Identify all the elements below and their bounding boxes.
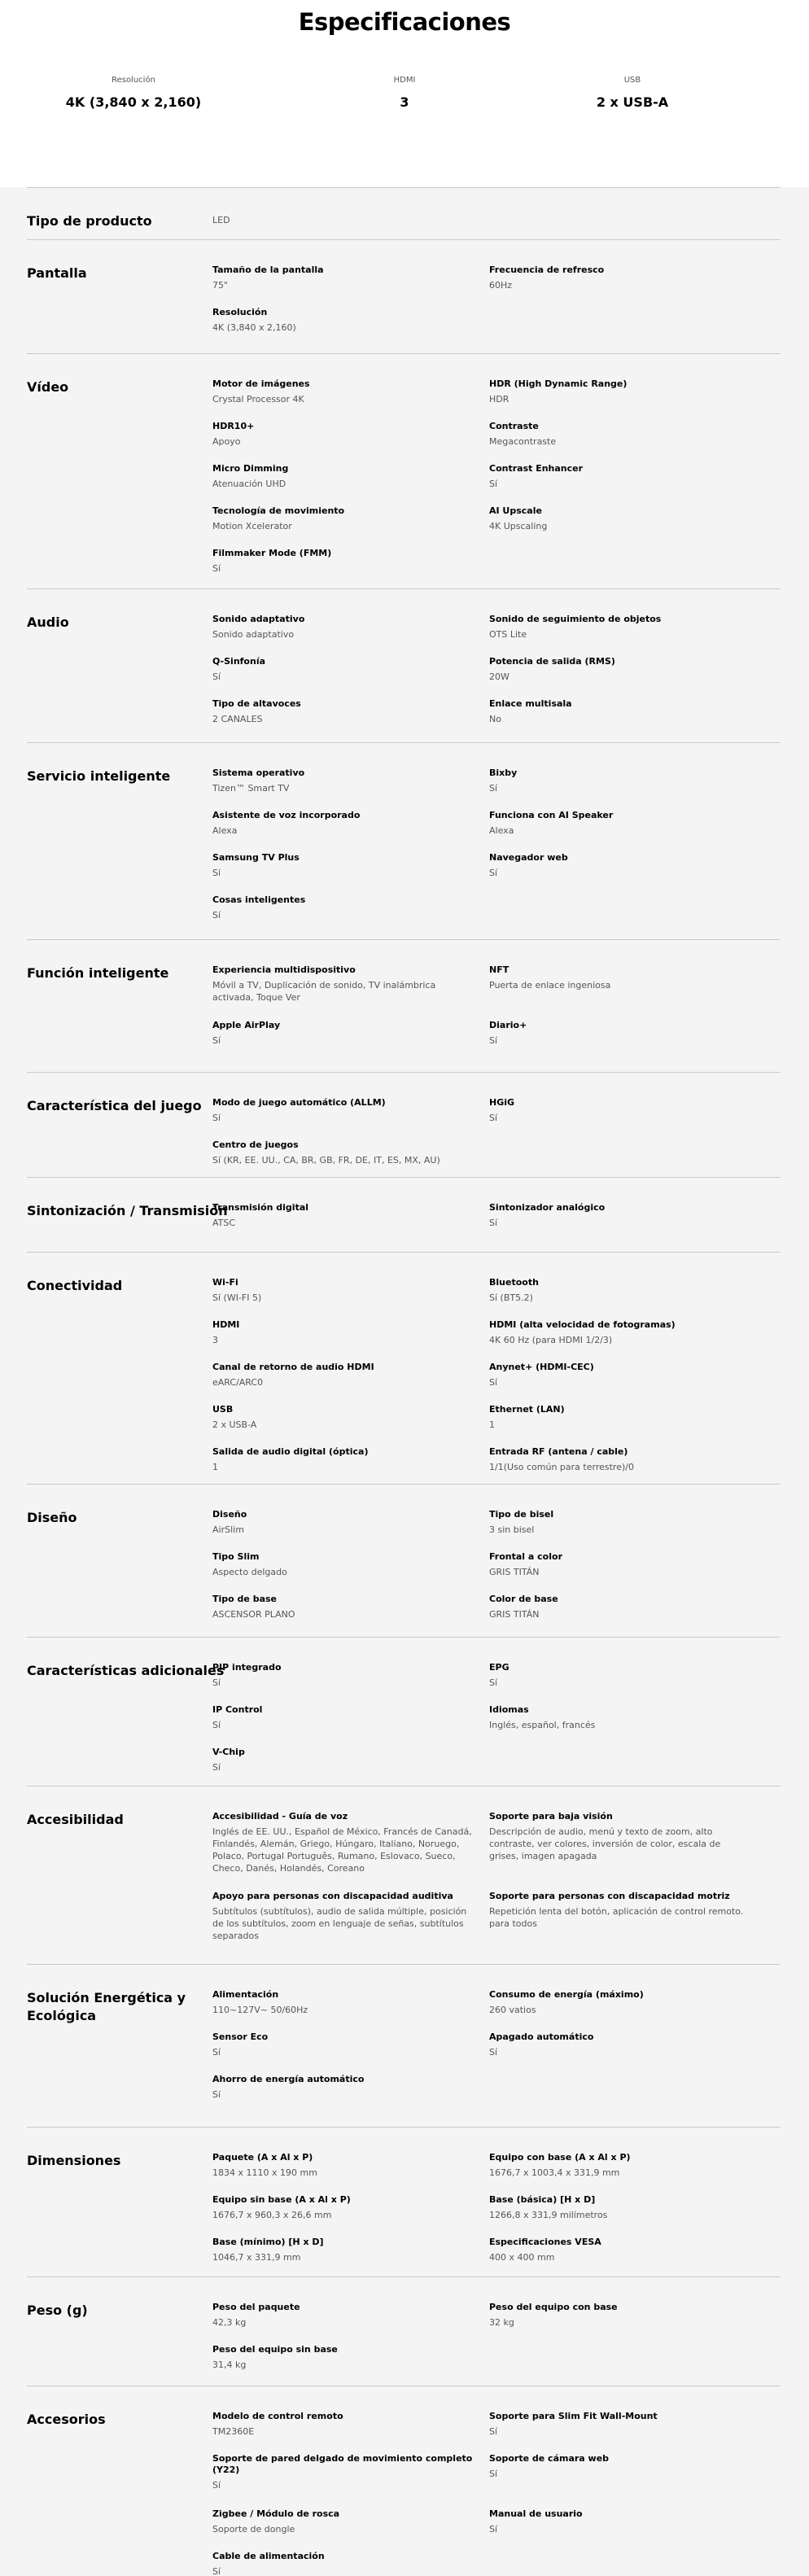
spec-value: Sí	[489, 1677, 498, 1688]
spec-item	[212, 1891, 473, 1942]
spec-label: USB	[212, 1404, 234, 1415]
spec-item	[212, 1551, 473, 1578]
spec-value: OTS Lite	[489, 629, 527, 640]
key-feature-value: 3	[400, 94, 409, 110]
spec-item	[489, 1891, 750, 1930]
spec-value: Sí	[212, 671, 221, 682]
spec-label: Apple AirPlay	[212, 1020, 281, 1030]
spec-value: 4K 60 Hz (para HDMI 1/2/3)	[489, 1335, 613, 1345]
spec-value: 32 kg	[489, 2317, 514, 2328]
spec-item	[212, 1747, 473, 1773]
page-title: Especificaciones	[298, 8, 511, 36]
spec-label: Contrast Enhancer	[489, 463, 584, 474]
spec-value: Descripción de audio, menú y texto de zoom, alto contraste, ver colores, inversión de color, escala de grises, imagen apagada	[489, 1826, 721, 1861]
spec-value: Crystal Processor 4K	[212, 394, 304, 405]
spec-value: No	[489, 714, 501, 724]
spec-label: Tipo de bisel	[489, 1509, 554, 1520]
spec-label: Alimentación	[212, 1989, 279, 2000]
spec-label: Consumo de energía (máximo)	[489, 1989, 644, 2000]
spec-item	[212, 212, 473, 226]
spec-value: Inglés de EE. UU., Español de México, Francés de Canadá, Finlandés, Alemán, Griego, Húngaro, Italiano, Noruego, Polaco, Portugal Português, Rumano, Eslovaco, Sueco, Checo, Danés, Holandés, Coreano	[212, 1826, 472, 1874]
spec-item	[489, 1811, 750, 1862]
spec-item	[489, 1319, 750, 1346]
spec-label: Apagado automático	[489, 2031, 594, 2042]
spec-label: Sensor Eco	[212, 2031, 269, 2042]
spec-label: Idiomas	[489, 1704, 529, 1715]
spec-item	[489, 656, 750, 683]
spec-item	[212, 810, 473, 837]
spec-label: Equipo sin base (A x Al x P)	[212, 2194, 351, 2205]
spec-label: Soporte para personas con discapacidad motriz	[489, 1891, 730, 1901]
spec-label: Color de base	[489, 1594, 558, 1604]
spec-item	[489, 1446, 750, 1473]
spec-section-caracteristicas-adicionales	[27, 1637, 781, 1773]
spec-value: 2 x USB-A	[212, 1419, 257, 1430]
spec-label: IP Control	[212, 1704, 263, 1715]
spec-label: Peso del equipo con base	[489, 2302, 618, 2312]
spec-value: 3 sin bisel	[489, 1524, 535, 1535]
spec-label: Modelo de control remoto	[212, 2411, 343, 2421]
spec-label: HGiG	[489, 1097, 515, 1108]
spec-value: Sí	[212, 1677, 221, 1688]
spec-label: Zigbee / Módulo de rosca	[212, 2508, 340, 2519]
spec-label: Tamaño de la pantalla	[212, 265, 324, 275]
spec-value: Sí	[489, 1377, 498, 1388]
spec-label: HDMI	[212, 1319, 240, 1330]
spec-item	[489, 698, 750, 725]
section-title: Dimensiones	[27, 2153, 121, 2168]
key-feature-label: HDMI	[393, 76, 416, 85]
spec-item	[212, 1509, 473, 1536]
spec-value: Aspecto delgado	[212, 1567, 287, 1577]
spec-value: Sí	[489, 1218, 498, 1228]
spec-label: Peso del equipo sin base	[212, 2344, 338, 2355]
spec-label: Transmisión digital	[212, 1202, 309, 1213]
spec-value: Móvil a TV, Duplicación de sonido, TV inalámbrica activada, Toque Ver	[212, 980, 436, 1003]
spec-value: Alexa	[489, 825, 514, 836]
spec-label: Micro Dimming	[212, 463, 289, 474]
spec-value: Subtítulos (subtítulos), audio de salida múltiple, posición de los subtítulos, zoom en lenguaje de señas, subtítulos separados	[212, 1906, 467, 1941]
spec-item	[212, 852, 473, 879]
spec-label: AI Upscale	[489, 505, 542, 516]
spec-item	[212, 2152, 473, 2179]
spec-item	[489, 810, 750, 837]
spec-item	[212, 1704, 473, 1731]
spec-item	[212, 964, 473, 1004]
spec-value: Sí	[212, 2089, 221, 2100]
spec-label: Resolución	[212, 307, 268, 317]
spec-item	[489, 2194, 750, 2221]
spec-label: Peso del paquete	[212, 2302, 300, 2312]
spec-value: HDR	[489, 394, 509, 405]
spec-value: 110~127V~ 50/60Hz	[212, 2005, 308, 2015]
spec-label: Asistente de voz incorporado	[212, 810, 361, 820]
spec-label: HDMI (alta velocidad de fotogramas)	[489, 1319, 676, 1330]
section-title: Función inteligente	[27, 965, 169, 981]
spec-label: Ahorro de energía automático	[212, 2074, 365, 2084]
spec-value: 1	[212, 1462, 218, 1472]
spec-item	[489, 1097, 750, 1124]
spec-item	[489, 2031, 750, 2058]
spec-label: EPG	[489, 1662, 509, 1673]
key-feature-usb	[527, 76, 738, 110]
spec-label: Base (mínimo) [H x D]	[212, 2237, 324, 2247]
section-title: Accesorios	[27, 2412, 106, 2427]
spec-item	[489, 2453, 750, 2480]
spec-value: Soporte de dongle	[212, 2524, 295, 2534]
spec-item	[212, 1277, 473, 1304]
section-title: Conectividad	[27, 1278, 123, 1293]
spec-label: Diseño	[212, 1509, 247, 1520]
spec-label: Filmmaker Mode (FMM)	[212, 548, 332, 558]
spec-label: NFT	[489, 964, 509, 975]
spec-label: Enlace multisala	[489, 698, 572, 709]
spec-section-pantalla	[27, 239, 781, 333]
spec-item	[212, 2508, 473, 2535]
spec-item	[212, 698, 473, 725]
spec-label: Sonido de seguimiento de objetos	[489, 614, 662, 624]
spec-item	[212, 463, 473, 490]
spec-label: Bluetooth	[489, 1277, 539, 1288]
spec-section-dimensiones	[27, 2127, 781, 2263]
spec-item	[212, 1594, 473, 1620]
spec-section-peso-g	[27, 2276, 781, 2370]
spec-label: Cable de alimentación	[212, 2551, 325, 2561]
spec-item	[212, 1811, 473, 1874]
spec-value: 1046,7 x 331,9 mm	[212, 2252, 301, 2263]
spec-item	[489, 265, 750, 291]
spec-item	[212, 265, 473, 291]
spec-label: Cosas inteligentes	[212, 894, 306, 905]
spec-value: Sí	[489, 868, 498, 878]
spec-value: Sí	[212, 563, 221, 574]
spec-item	[212, 307, 473, 334]
spec-item	[212, 2031, 473, 2058]
spec-section-sintonizacion-transmision	[27, 1177, 781, 1228]
spec-value: 4K Upscaling	[489, 521, 548, 531]
spec-item	[212, 1097, 473, 1124]
spec-value: Sí	[212, 2566, 221, 2576]
spec-label: Base (básica) [H x D]	[489, 2194, 596, 2205]
spec-value: Sí	[212, 2047, 221, 2058]
spec-value: Sí	[212, 1720, 221, 1730]
spec-section-video	[27, 353, 781, 574]
spec-label: V-Chip	[212, 1747, 245, 1757]
spec-item	[212, 2302, 473, 2329]
spec-label: Centro de juegos	[212, 1139, 299, 1150]
spec-item	[489, 421, 750, 448]
section-title: Vídeo	[27, 379, 69, 395]
section-title: Característica del juego	[27, 1098, 202, 1113]
spec-label: Equipo con base (A x Al x P)	[489, 2152, 631, 2163]
spec-item	[212, 1319, 473, 1346]
spec-value: Apoyo	[212, 436, 241, 447]
spec-item	[212, 1989, 473, 2016]
spec-value: Megacontraste	[489, 436, 557, 447]
spec-value: Puerta de enlace ingeniosa	[489, 980, 611, 991]
section-title: Características adicionales	[27, 1663, 225, 1678]
spec-section-diseno	[27, 1484, 781, 1620]
spec-label: Bixby	[489, 768, 518, 778]
spec-label: Soporte de cámara web	[489, 2453, 610, 2464]
spec-value: eARC/ARC0	[212, 1377, 264, 1388]
spec-label: Tipo de base	[212, 1594, 278, 1604]
spec-value: Sí (KR, EE. UU., CA, BR, GB, FR, DE, IT, ES, MX, AU)	[212, 1155, 440, 1166]
spec-item	[489, 2411, 750, 2438]
spec-item	[212, 2074, 473, 2101]
spec-value: 75"	[212, 280, 229, 291]
spec-item	[212, 656, 473, 683]
spec-section-audio	[27, 588, 781, 724]
spec-value: Sí	[489, 2426, 498, 2437]
spec-label: Soporte de pared delgado de movimiento completo (Y22)	[212, 2453, 473, 2475]
spec-label: HDR (High Dynamic Range)	[489, 378, 628, 389]
spec-item	[212, 1446, 473, 1473]
section-title: Solución Energética y Ecológica	[27, 1990, 186, 2023]
spec-item	[212, 894, 473, 921]
spec-item	[212, 1020, 473, 1047]
spec-value: 31,4 kg	[212, 2360, 247, 2370]
spec-label: Soporte para baja visión	[489, 1811, 613, 1822]
spec-item	[212, 548, 473, 575]
spec-section-conectividad	[27, 1252, 781, 1472]
spec-label: Salida de audio digital (óptica)	[212, 1446, 369, 1457]
spec-item	[212, 2411, 473, 2438]
spec-value: Sí	[489, 2469, 498, 2479]
spec-item	[489, 2152, 750, 2179]
spec-item	[489, 1704, 750, 1731]
spec-label: Entrada RF (antena / cable)	[489, 1446, 628, 1457]
spec-item	[489, 2237, 750, 2263]
spec-value: Alexa	[212, 825, 238, 836]
spec-label: Wi-Fi	[212, 1277, 238, 1288]
spec-label: Sintonizador analógico	[489, 1202, 606, 1213]
spec-item	[212, 2344, 473, 2371]
spec-value: Sonido adaptativo	[212, 629, 295, 640]
spec-value: Sí	[489, 1113, 498, 1123]
spec-item	[212, 1362, 473, 1389]
spec-label: Tipo de altavoces	[212, 698, 301, 709]
spec-value: Sí	[489, 2524, 498, 2534]
spec-value: Sí	[489, 479, 498, 489]
spec-item	[489, 768, 750, 794]
spec-value: 20W	[489, 671, 509, 682]
spec-item	[489, 1662, 750, 1689]
spec-value: GRIS TITÁN	[489, 1609, 540, 1620]
spec-value: ASCENSOR PLANO	[212, 1609, 295, 1620]
key-feature-value: 2 x USB-A	[596, 94, 669, 110]
spec-value: 4K (3,840 x 2,160)	[212, 322, 296, 333]
spec-item	[489, 1509, 750, 1536]
spec-label: Motor de imágenes	[212, 378, 310, 389]
spec-value: Sí	[212, 2480, 221, 2491]
spec-section-caracteristica-del-juego	[27, 1072, 781, 1166]
spec-item	[489, 378, 750, 405]
spec-value: 260 vatios	[489, 2005, 536, 2015]
spec-section-funcion-inteligente	[27, 939, 781, 1046]
spec-label: Accesibilidad - Guía de voz	[212, 1811, 348, 1822]
spec-value: 400 x 400 mm	[489, 2252, 555, 2263]
spec-value: Motion Xcelerator	[212, 521, 292, 531]
spec-label: Canal de retorno de audio HDMI	[212, 1362, 374, 1372]
spec-item	[489, 1020, 750, 1047]
spec-value: 3	[212, 1335, 218, 1345]
spec-value: LED	[212, 215, 230, 225]
spec-label: Tecnología de movimiento	[212, 505, 345, 516]
spec-label: PIP integrado	[212, 1662, 282, 1673]
spec-label: Diario+	[489, 1020, 527, 1030]
spec-section-accesibilidad	[27, 1786, 781, 1941]
spec-value: 1/1(Uso común para terrestre)/0	[489, 1462, 634, 1472]
spec-label: Potencia de salida (RMS)	[489, 656, 615, 667]
spec-item	[489, 463, 750, 490]
spec-label: Funciona con AI Speaker	[489, 810, 614, 820]
spec-section-servicio-inteligente	[27, 742, 781, 921]
spec-item	[212, 1139, 473, 1166]
spec-item	[489, 964, 750, 991]
spec-value: Inglés, español, francés	[489, 1720, 596, 1730]
spec-value: Sí	[489, 2047, 498, 2058]
spec-value: Sí	[212, 1762, 221, 1773]
spec-label: Sistema operativo	[212, 768, 305, 778]
spec-value: ATSC	[212, 1218, 236, 1228]
spec-value: 2 CANALES	[212, 714, 263, 724]
spec-value: GRIS TITÁN	[489, 1567, 540, 1577]
spec-label: Anynet+ (HDMI-CEC)	[489, 1362, 594, 1372]
spec-item	[489, 852, 750, 879]
spec-value: Atenuación UHD	[212, 479, 286, 489]
spec-label: Modo de juego automático (ALLM)	[212, 1097, 386, 1108]
spec-label: Contraste	[489, 421, 539, 431]
spec-label: HDR10+	[212, 421, 255, 431]
spec-item	[489, 1202, 750, 1229]
section-title: Audio	[27, 614, 69, 630]
section-title: Peso (g)	[27, 2303, 88, 2318]
spec-label: Frecuencia de refresco	[489, 265, 605, 275]
spec-value: Sí	[212, 910, 221, 921]
spec-item	[489, 1594, 750, 1620]
spec-value: Sí	[212, 868, 221, 878]
spec-value: Tizen™ Smart TV	[212, 783, 290, 794]
spec-label: Paquete (A x Al x P)	[212, 2152, 313, 2163]
spec-item	[212, 505, 473, 532]
spec-label: Sonido adaptativo	[212, 614, 305, 624]
spec-item	[489, 1362, 750, 1389]
spec-item	[212, 421, 473, 448]
spec-value: Sí (BT5.2)	[489, 1292, 533, 1303]
key-feature-label: USB	[623, 76, 641, 85]
spec-item	[212, 768, 473, 794]
spec-item	[489, 2302, 750, 2329]
spec-value: 1676,7 x 1003,4 x 331,9 mm	[489, 2167, 620, 2178]
section-title: Diseño	[27, 1510, 77, 1525]
spec-item	[489, 614, 750, 641]
spec-item	[489, 1404, 750, 1431]
spec-label: Manual de usuario	[489, 2508, 583, 2519]
spec-label: Especificaciones VESA	[489, 2237, 601, 2247]
key-feature-value: 4K (3,840 x 2,160)	[65, 94, 202, 110]
spec-value: 1834 x 1110 x 190 mm	[212, 2167, 317, 2178]
spec-item	[212, 378, 473, 405]
spec-value: TM2360E	[212, 2426, 255, 2437]
spec-value: 60Hz	[489, 280, 513, 291]
spec-value: Sí	[489, 1035, 498, 1046]
spec-item	[212, 2551, 473, 2576]
spec-value: Sí (WI-FI 5)	[212, 1292, 262, 1303]
key-feature-label: Resolución	[112, 76, 155, 85]
key-feature-hdmi	[299, 76, 510, 110]
key-feature-resolution	[28, 76, 239, 110]
spec-value: AirSlim	[212, 1524, 244, 1535]
spec-item	[489, 2508, 750, 2535]
spec-label: Navegador web	[489, 852, 568, 863]
spec-value: Sí	[212, 1113, 221, 1123]
spec-label: Ethernet (LAN)	[489, 1404, 565, 1415]
spec-value: Repetición lenta del botón, aplicación de control remoto. para todos	[489, 1906, 744, 1929]
spec-item	[212, 2237, 473, 2263]
section-title: Pantalla	[27, 265, 87, 281]
spec-label: Experiencia multidispositivo	[212, 964, 356, 975]
spec-item	[212, 1404, 473, 1431]
spec-label: Samsung TV Plus	[212, 852, 300, 863]
section-title: Sintonización / Transmisión	[27, 1203, 228, 1218]
spec-value: 1266,8 x 331,9 milímetros	[489, 2210, 608, 2220]
spec-item	[212, 1662, 473, 1689]
spec-item	[212, 1202, 473, 1229]
spec-value: 1	[489, 1419, 495, 1430]
spec-item	[212, 2453, 473, 2491]
spec-section-tipo-de-producto	[27, 187, 781, 229]
section-title: Accesibilidad	[27, 1812, 124, 1827]
spec-item	[489, 505, 750, 532]
spec-value: 42,3 kg	[212, 2317, 247, 2328]
spec-section-solucion-energetica-y-ecologica	[27, 1964, 781, 2100]
spec-item	[489, 1989, 750, 2016]
section-title: Servicio inteligente	[27, 768, 171, 784]
spec-item	[212, 2194, 473, 2221]
section-title: Tipo de producto	[27, 213, 152, 229]
spec-value: Sí	[489, 783, 498, 794]
spec-item	[489, 1277, 750, 1304]
spec-label: Tipo Slim	[212, 1551, 260, 1562]
spec-label: Apoyo para personas con discapacidad auditiva	[212, 1891, 453, 1901]
spec-label: Frontal a color	[489, 1551, 562, 1562]
key-specs-header	[0, 0, 809, 187]
spec-item	[212, 614, 473, 641]
spec-value: 1676,7 x 960,3 x 26,6 mm	[212, 2210, 332, 2220]
spec-item	[489, 1551, 750, 1578]
spec-value: Sí	[212, 1035, 221, 1046]
spec-label: Q-Sinfonía	[212, 656, 266, 667]
spec-label: Soporte para Slim Fit Wall-Mount	[489, 2411, 658, 2421]
